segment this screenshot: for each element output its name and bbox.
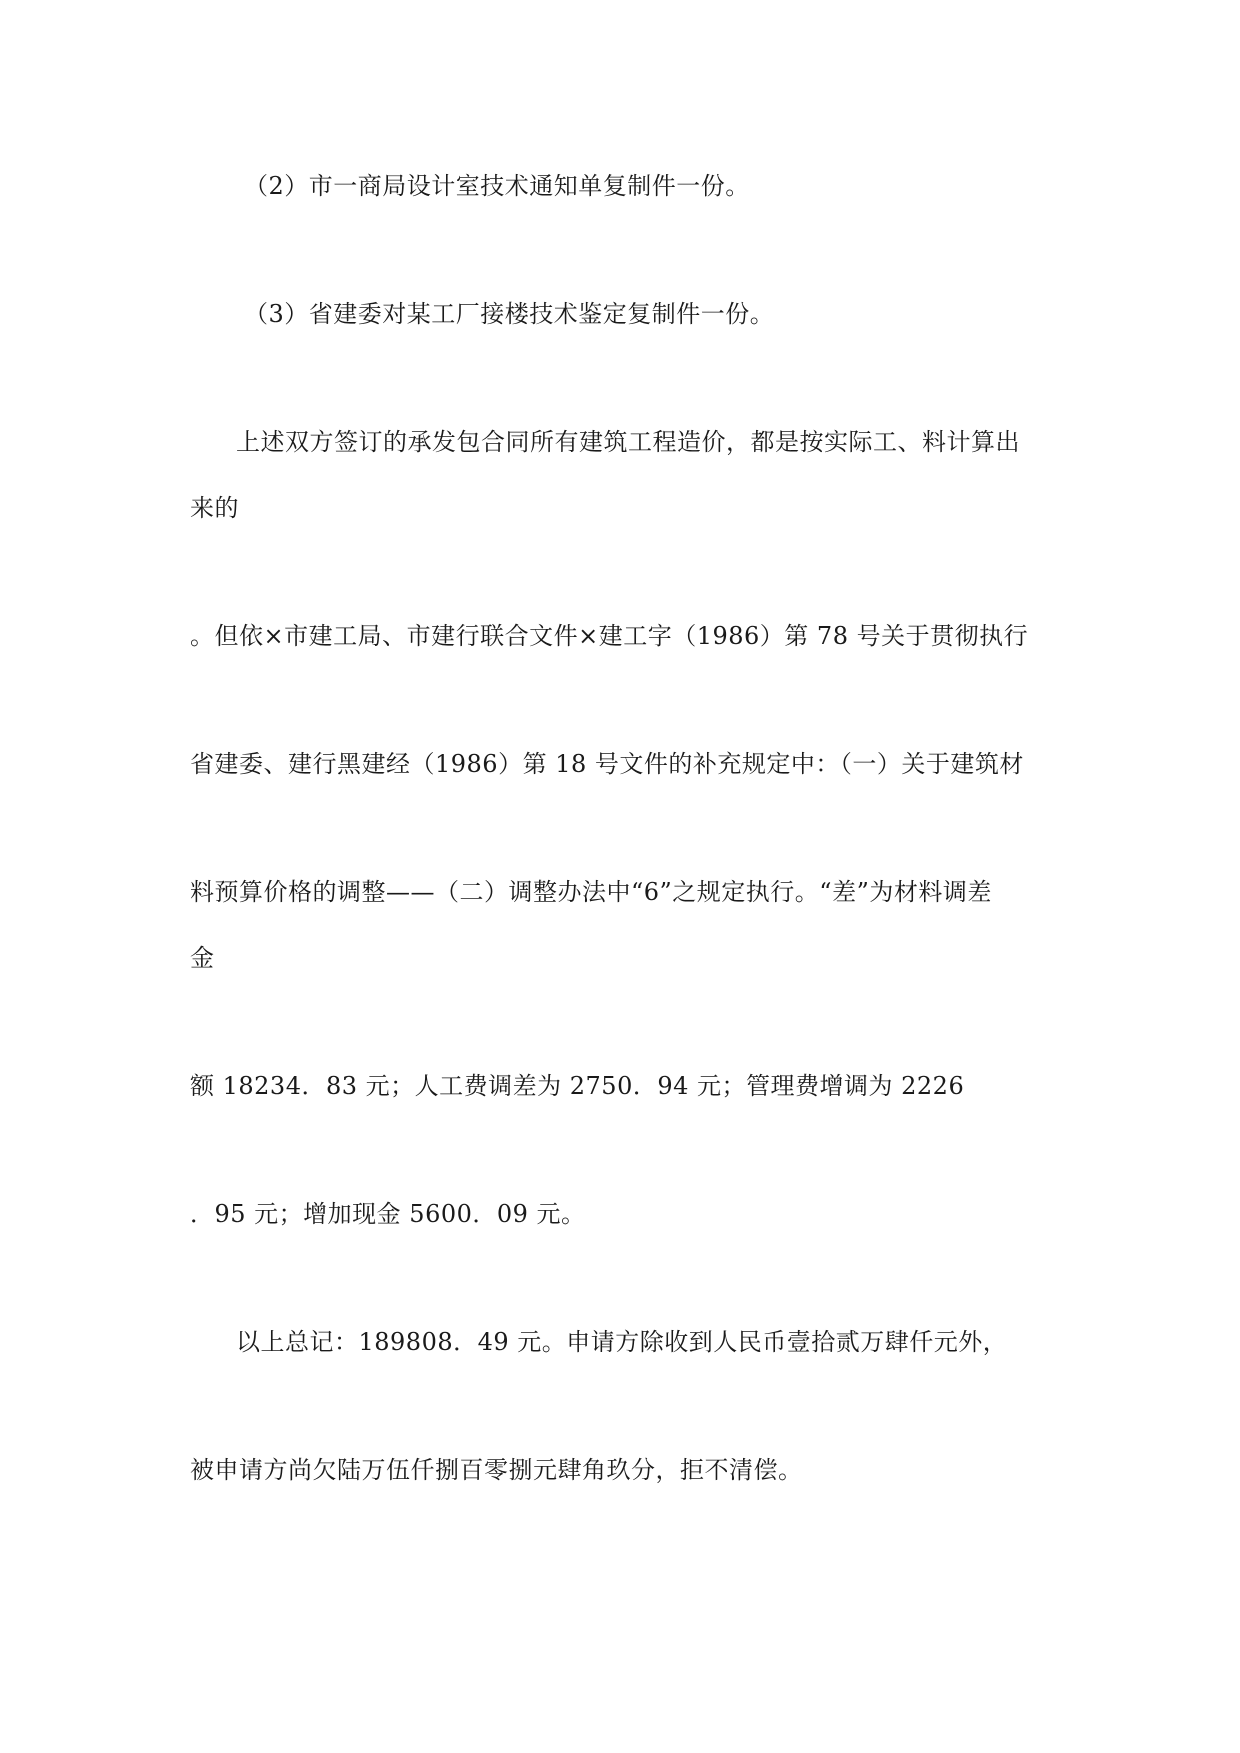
paragraph-line: 以上总记：189808．49 元。申请方除收到人民币壹拾贰万肆仟元外， [236, 1328, 1008, 1356]
paragraph-line: 料预算价格的调整——（二）调整办法中“6”之规定执行。“差”为材料调差 [190, 878, 992, 906]
paragraph-line: 来的 [190, 494, 239, 522]
paragraph-line: 金 [190, 944, 215, 972]
paragraph-line: ．95 元；增加现金 5600．09 元。 [190, 1200, 586, 1228]
paragraph-line: 额 18234．83 元；人工费调差为 2750．94 元；管理费增调为 2226 [190, 1072, 965, 1100]
attachment-item-3: （3）省建委对某工厂接楼技术鉴定复制件一份。 [244, 300, 775, 328]
paragraph-line: 省建委、建行黑建经（1986）第 18 号文件的补充规定中：（一）关于建筑材 [190, 750, 1024, 778]
paragraph-line: 被申请方尚欠陆万伍仟捌百零捌元肆角玖分，拒不清偿。 [190, 1456, 803, 1484]
paragraph-line: 。但依×市建工局、市建行联合文件×建工字（1986）第 78 号关于贯彻执行 [190, 622, 1029, 650]
attachment-item-2: （2）市一商局设计室技术通知单复制件一份。 [244, 172, 750, 200]
paragraph-line: 上述双方签订的承发包合同所有建筑工程造价，都是按实际工、料计算出 [236, 428, 1020, 456]
